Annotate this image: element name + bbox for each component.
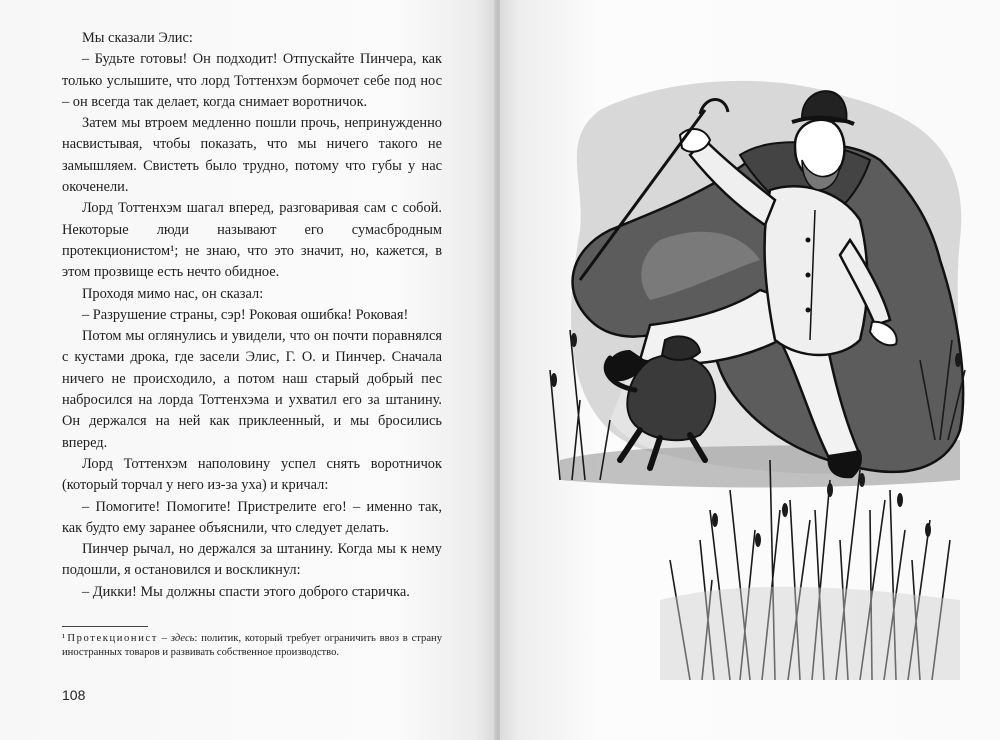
paragraph: – Разрушение страны, сэр! Роковая ошибка! Роковая! bbox=[82, 306, 409, 323]
paragraph: Затем мы втроем медленно пошли прочь, непринужденно насвистывая, чтобы показать, что мы ничего такого не замышляем. Свистеть было трудно, потому что губы у нас окоченели. bbox=[62, 115, 442, 196]
paragraph: Проходя мимо нас, он сказал: bbox=[82, 285, 264, 302]
body-text bbox=[62, 28, 442, 603]
left-page bbox=[0, 0, 496, 740]
paragraph: – Будьте готовы! Он подходит! Отпускайте Пинчера, как только услышите, что лорд Тоттенхэм бормочет себе под нос – он всегда так делает, когда снимает воротничок. bbox=[62, 51, 442, 110]
footnote-separator: – bbox=[158, 633, 171, 644]
paragraph: Лорд Тоттенхэм шагал вперед, разговаривая сам с собой. Некоторые люди называют его сумасбродным протекционистом¹; не знаю, что это значит, но, кажется, в этом прозвище есть нечто обидное. bbox=[62, 200, 442, 281]
footnote-marker: ¹ bbox=[62, 633, 66, 644]
paragraph: Мы сказали Элис: bbox=[82, 30, 193, 46]
paragraph: – Дикки! Мы должны спасти этого доброго старичка. bbox=[82, 583, 410, 600]
footnote-term: Протекционист bbox=[67, 633, 159, 644]
paragraph: Потом мы оглянулись и увидели, что он почти поравнялся с кустами дрока, где засели Элис, Г. О. и Пинчер. Сначала ничего не происходило, а потом наш старый добрый пес набросился на лорда Тоттенхэма и ухватил его за штанину. Он держался на ней как приклеенный, и мы бросились вперед. bbox=[62, 328, 442, 451]
footnote-text: : политик, который требует ограничить ввоз в страну иностранных товаров и развивать собственное производство. bbox=[62, 633, 443, 658]
page-number: 108 bbox=[62, 687, 86, 703]
footnote-label: здесь bbox=[170, 633, 195, 644]
grass-shadow bbox=[660, 587, 960, 680]
paragraph: Лорд Тоттенхэм наполовину успел снять воротничок (который торчал у него из-за уха) и кричал: bbox=[62, 455, 442, 494]
paragraph: – Помогите! Помогите! Пристрелите его! – именно так, как будто ему заранее объяснили, что следует делать. bbox=[62, 498, 442, 536]
footnote-rule bbox=[62, 626, 148, 627]
illustration-icon bbox=[540, 40, 980, 680]
paragraph: Пинчер рычал, но держался за штанину. Когда мы к нему подошли, я остановился и воскликнул: bbox=[62, 541, 442, 579]
footnote bbox=[62, 632, 442, 660]
